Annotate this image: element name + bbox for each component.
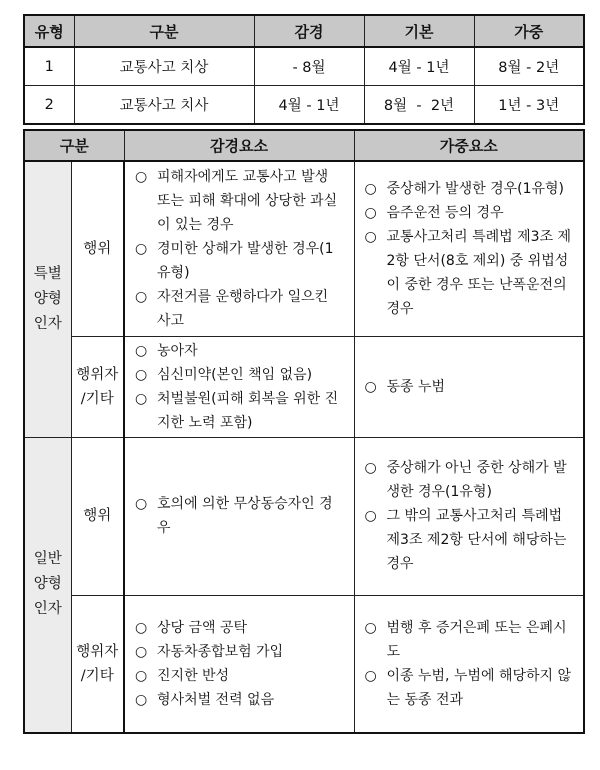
list-item: ○ 농아자 bbox=[135, 339, 346, 363]
cell-type: 1 bbox=[24, 47, 74, 86]
subcategory-actor-other: 행위자 /기타 bbox=[71, 595, 124, 733]
subcategory-act: 행위 bbox=[71, 437, 124, 595]
special-act-mitigating bbox=[124, 161, 354, 336]
subcategory-actor-other: 행위자 /기타 bbox=[71, 336, 124, 437]
list-item: ○ 범행 후 증거은폐 또는 은폐시도 bbox=[365, 616, 576, 664]
category-general-factors: 일반 양형 인자 bbox=[24, 437, 71, 733]
header-category: 구분 bbox=[74, 15, 254, 47]
cell-category: 교통사고 치상 bbox=[74, 47, 254, 86]
cell-aggravated: 8월 - 2년 bbox=[474, 47, 584, 86]
factor-list bbox=[125, 492, 354, 540]
subcategory-act: 행위 bbox=[71, 161, 124, 336]
general-actor-mitigating bbox=[124, 595, 354, 733]
list-item: ○ 교통사고처리 특례법 제3조 제2항 단서(8호 제외) 중 위법성이 중한 경우 또는 난폭운전의 경우 bbox=[365, 225, 576, 321]
list-item: ○ 심신미약(본인 책임 없음) bbox=[135, 363, 346, 387]
list-item: ○ 경미한 상해가 발생한 경우(1유형) bbox=[135, 237, 346, 285]
general-act-mitigating bbox=[124, 437, 354, 595]
header-aggravated: 가중 bbox=[474, 15, 584, 47]
special-actor-aggravating bbox=[354, 336, 584, 437]
factor-list bbox=[125, 339, 354, 435]
factor-list bbox=[355, 456, 584, 576]
list-item: ○ 자동차종합보험 가입 bbox=[135, 640, 346, 664]
cell-type: 2 bbox=[24, 86, 74, 125]
header-type: 유형 bbox=[24, 15, 74, 47]
list-item: ○ 피해자에게도 교통사고 발생 또는 피해 확대에 상당한 과실이 있는 경우 bbox=[135, 165, 346, 237]
header-row bbox=[24, 130, 584, 161]
table-row bbox=[24, 595, 584, 733]
general-act-aggravating bbox=[354, 437, 584, 595]
list-item: ○ 음주운전 등의 경우 bbox=[365, 201, 576, 225]
factor-list bbox=[125, 616, 354, 712]
factor-list bbox=[355, 375, 584, 399]
header-basic: 기본 bbox=[364, 15, 474, 47]
list-item: ○ 처벌불원(피해 회복을 위한 진지한 노력 포함) bbox=[135, 387, 346, 435]
list-item: ○ 동종 누범 bbox=[365, 375, 576, 399]
table-row bbox=[24, 161, 584, 336]
header-category: 구분 bbox=[24, 130, 124, 161]
table-row bbox=[24, 336, 584, 437]
table-row bbox=[24, 47, 584, 86]
cell-basic: 8월 - 2년 bbox=[364, 86, 474, 125]
table-row bbox=[24, 86, 584, 125]
list-item: ○ 상당 금액 공탁 bbox=[135, 616, 346, 640]
category-special-factors: 특별 양형 인자 bbox=[24, 161, 71, 437]
factor-list bbox=[355, 616, 584, 712]
header-mitigating-factors: 감경요소 bbox=[124, 130, 354, 161]
header-row bbox=[24, 15, 584, 47]
header-mitigated: 감경 bbox=[254, 15, 364, 47]
cell-mitigated: 4월 - 1년 bbox=[254, 86, 364, 125]
list-item: ○ 이종 누범, 누범에 해당하지 않는 동종 전과 bbox=[365, 664, 576, 712]
list-item: ○ 진지한 반성 bbox=[135, 664, 346, 688]
cell-basic: 4월 - 1년 bbox=[364, 47, 474, 86]
list-item: ○ 자전거를 운행하다가 일으킨 사고 bbox=[135, 285, 346, 333]
factor-list bbox=[355, 177, 584, 321]
list-item: ○ 중상해가 발생한 경우(1유형) bbox=[365, 177, 576, 201]
table-row bbox=[24, 437, 584, 595]
sentencing-factors-table bbox=[23, 129, 585, 734]
list-item: ○ 중상해가 아닌 중한 상해가 발생한 경우(1유형) bbox=[365, 456, 576, 504]
list-item: ○ 형사처벌 전력 없음 bbox=[135, 688, 346, 712]
header-aggravating-factors: 가중요소 bbox=[354, 130, 584, 161]
special-actor-mitigating bbox=[124, 336, 354, 437]
list-item: ○ 그 밖의 교통사고처리 특례법 제3조 제2항 단서에 해당하는 경우 bbox=[365, 504, 576, 576]
sentencing-range-table bbox=[23, 14, 585, 125]
cell-category: 교통사고 치사 bbox=[74, 86, 254, 125]
factor-list bbox=[125, 165, 354, 333]
cell-aggravated: 1년 - 3년 bbox=[474, 86, 584, 125]
general-actor-aggravating bbox=[354, 595, 584, 733]
cell-mitigated: - 8월 bbox=[254, 47, 364, 86]
list-item: ○ 호의에 의한 무상동승자인 경우 bbox=[135, 492, 346, 540]
special-act-aggravating bbox=[354, 161, 584, 336]
